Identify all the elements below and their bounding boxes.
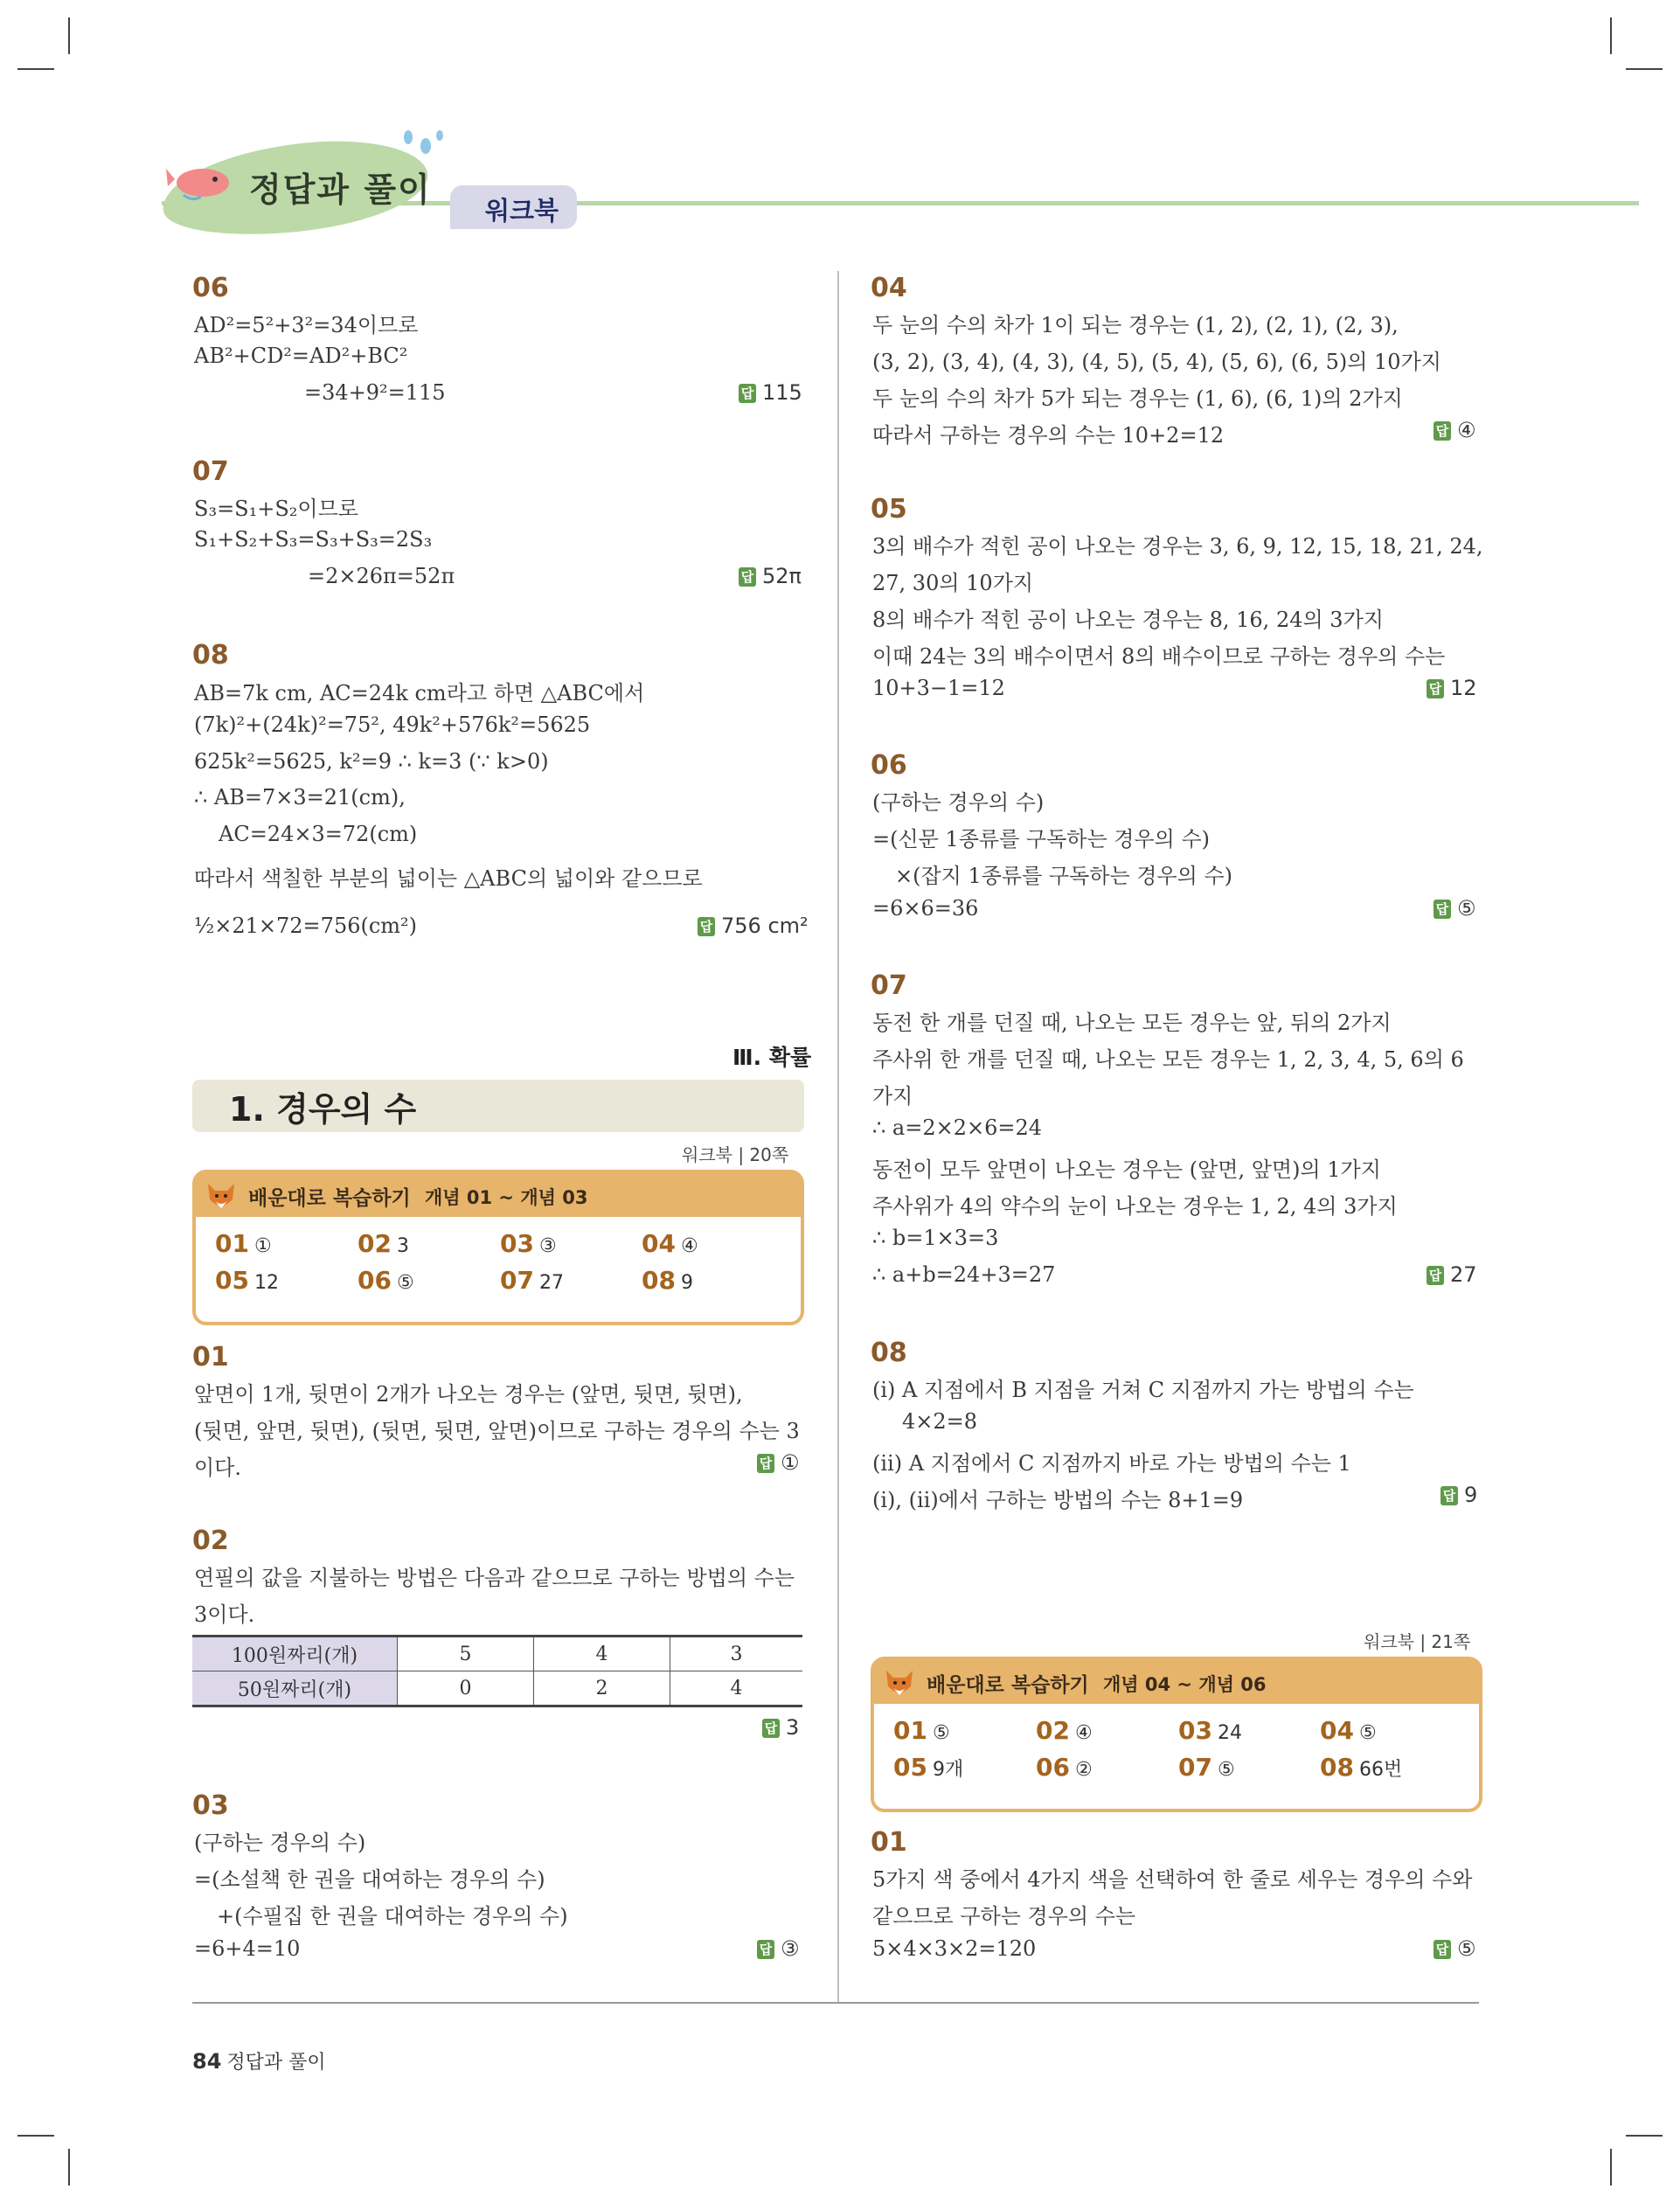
answer-mark-icon: 답	[1427, 1266, 1444, 1285]
answer-box	[1434, 418, 1476, 442]
review-concept-range: 개념 01 ~ 개념 03	[425, 1187, 588, 1208]
answer-value: 115	[762, 380, 802, 405]
solution-line: =6×6=36	[872, 896, 979, 921]
solution-line: =(신문 1종류를 구독하는 경우의 수)	[872, 827, 1211, 851]
review-item: 03 ③	[500, 1229, 557, 1258]
review-item: 07 ⑤	[1178, 1753, 1235, 1782]
solution-line: 10+3−1=12	[872, 676, 1005, 700]
problem-number: 08	[192, 640, 229, 671]
table-row	[192, 1637, 802, 1671]
review-item: 01 ①	[215, 1229, 272, 1258]
solution-line: 같으므로 구하는 경우의 수는	[872, 1904, 1136, 1928]
solution-line: (ⅰ), (ⅱ)에서 구하는 방법의 수는 8+1=9	[872, 1488, 1244, 1512]
solution-line: (3, 2), (3, 4), (4, 3), (4, 5), (5, 4), (5, 6), (6, 5)의 10가지	[872, 350, 1441, 374]
review-item: 02 3	[358, 1229, 409, 1258]
solution-line: (구하는 경우의 수)	[872, 790, 1045, 815]
answer-box	[762, 1715, 799, 1740]
answer-value: ①	[781, 1450, 800, 1475]
solution-line: +(수필집 한 권을 대여하는 경우의 수)	[217, 1904, 568, 1928]
table-row	[192, 1671, 802, 1706]
review-item: 03 24	[1178, 1716, 1242, 1745]
crop-mark	[1626, 68, 1663, 70]
solution-line: =34+9²=115	[304, 380, 446, 405]
solution-line: ∴ b=1×3=3	[872, 1226, 999, 1250]
answer-mark-icon: 답	[757, 1940, 774, 1959]
solution-line: 8의 배수가 적힌 공이 나오는 경우는 8, 16, 24의 3가지	[872, 608, 1384, 632]
table-cell: 3	[670, 1637, 802, 1671]
problem-number: 01	[871, 1827, 907, 1858]
answer-value: 52π	[762, 564, 802, 588]
answer-mark-icon: 답	[1434, 421, 1451, 441]
crop-mark	[1626, 2135, 1663, 2137]
answer-value: 9	[1464, 1483, 1478, 1507]
problem-number: 07	[192, 456, 229, 487]
problem-number: 05	[871, 494, 907, 525]
answer-value: ⑤	[1457, 1936, 1476, 1961]
problem-number: 04	[871, 273, 907, 303]
review-concept-range: 개념 04 ~ 개념 06	[1103, 1674, 1267, 1695]
solution-line: 625k²=5625, k²=9 ∴ k=3 (∵ k>0)	[194, 749, 549, 774]
review-item: 04 ⑤	[1320, 1716, 1377, 1745]
answer-value: 756 cm²	[721, 914, 809, 938]
crop-mark	[17, 68, 54, 70]
answer-mark-icon: 답	[698, 917, 715, 936]
solution-line: ∴ a+b=24+3=27	[872, 1262, 1056, 1287]
review-box	[871, 1657, 1482, 1812]
problem-number: 02	[192, 1525, 229, 1556]
answer-box	[757, 1936, 800, 1961]
crop-mark	[1610, 17, 1612, 54]
solution-line: 3이다.	[194, 1602, 255, 1627]
solution-line: 이때 24는 3의 배수이면서 8의 배수이므로 구하는 경우의 수는	[872, 644, 1446, 669]
answer-mark-icon: 답	[739, 384, 756, 403]
answer-box	[1434, 896, 1476, 921]
solution-line: =2×26π=52π	[308, 564, 455, 588]
page-number: 84	[192, 2049, 222, 2074]
solution-line: 앞면이 1개, 뒷면이 2개가 나오는 경우는 (앞면, 뒷면, 뒷면),	[194, 1382, 743, 1407]
table-header-cell: 100원짜리(개)	[192, 1637, 398, 1671]
solution-line: ½×21×72=756(cm²)	[194, 914, 418, 938]
crop-mark	[17, 2135, 54, 2137]
page-footer	[192, 2047, 326, 2074]
solution-line: 두 눈의 수의 차가 5가 되는 경우는 (1, 6), (6, 1)의 2가지	[872, 386, 1403, 411]
answer-box	[1440, 1483, 1477, 1507]
solution-line: 따라서 색칠한 부분의 넓이는 △ABC의 넓이와 같으므로	[194, 866, 703, 891]
crop-mark	[68, 2149, 70, 2186]
solution-line: =(소설책 한 권을 대여하는 경우의 수)	[194, 1867, 545, 1892]
answer-mark-icon: 답	[1434, 900, 1451, 919]
answer-mark-icon: 답	[1427, 679, 1444, 698]
answer-box	[1427, 676, 1477, 700]
problem-number: 06	[871, 750, 907, 781]
solution-line: 5×4×3×2=120	[872, 1936, 1037, 1961]
problem-number: 01	[192, 1342, 229, 1373]
crop-mark	[1610, 2149, 1612, 2186]
answer-value: 3	[786, 1715, 800, 1740]
answer-value: 27	[1450, 1262, 1477, 1287]
solution-line: 27, 30의 10가지	[872, 571, 1034, 595]
review-title: 배운대로 복습하기	[248, 1187, 411, 1210]
page-header-title: 정답과 풀이	[249, 170, 432, 209]
solution-line: =6+4=10	[194, 1936, 301, 1961]
page-reference: 워크북 | 20쪽	[682, 1144, 789, 1165]
solution-line: AD²=5²+3²=34이므로	[194, 313, 419, 337]
table-cell: 5	[398, 1637, 534, 1671]
answer-value: ④	[1457, 418, 1476, 442]
solution-line: (ⅰ) A 지점에서 B 지점을 거쳐 C 지점까지 가는 방법의 수는	[872, 1378, 1414, 1402]
payment-table	[192, 1635, 802, 1707]
review-item: 06 ⑤	[358, 1266, 414, 1295]
problem-number: 07	[871, 970, 907, 1001]
fox-icon	[203, 1177, 240, 1213]
solution-line: (구하는 경우의 수)	[194, 1831, 366, 1855]
answer-box	[757, 1450, 800, 1475]
solution-line: 두 눈의 수의 차가 1이 되는 경우는 (1, 2), (2, 1), (2, 3),	[872, 313, 1399, 337]
crop-mark	[68, 17, 70, 54]
review-item: 08 66번	[1320, 1753, 1403, 1782]
solution-line: AC=24×3=72(cm)	[219, 822, 418, 846]
problem-number: 08	[871, 1338, 907, 1368]
solution-line: S₁+S₂+S₃=S₃+S₃=2S₃	[194, 527, 433, 552]
page-reference: 워크북 | 21쪽	[1364, 1631, 1471, 1652]
solution-line: (ⅱ) A 지점에서 C 지점까지 바로 가는 방법의 수는 1	[872, 1451, 1351, 1476]
solution-line: ∴ a=2×2×6=24	[872, 1115, 1042, 1140]
answer-mark-icon: 답	[739, 567, 756, 587]
answer-mark-icon: 답	[1440, 1486, 1458, 1505]
solution-line: 5가지 색 중에서 4가지 색을 선택하여 한 줄로 세우는 경우의 수와	[872, 1867, 1473, 1892]
answer-box	[739, 380, 802, 405]
footer-label: 정답과 풀이	[226, 2052, 326, 2074]
review-title: 배운대로 복습하기	[927, 1674, 1089, 1697]
table-cell: 4	[670, 1671, 802, 1706]
column-divider	[837, 271, 839, 2002]
solution-line: 동전 한 개를 던질 때, 나오는 모든 경우는 앞, 뒤의 2가지	[872, 1011, 1392, 1035]
solution-line: ∴ AB=7×3=21(cm),	[194, 785, 406, 810]
solution-line: 이다.	[194, 1456, 241, 1480]
table-cell: 2	[534, 1671, 670, 1706]
chapter-label: Ⅲ. 확률	[732, 1045, 812, 1070]
answer-box	[1434, 1936, 1476, 1961]
solution-line: 4×2=8	[902, 1409, 978, 1434]
solution-line: 동전이 모두 앞면이 나오는 경우는 (앞면, 앞면)의 1가지	[872, 1157, 1381, 1182]
section-title: 1. 경우의 수	[229, 1090, 417, 1129]
table-cell: 4	[534, 1637, 670, 1671]
solution-line: (7k)²+(24k)²=75², 49k²+576k²=5625	[194, 712, 591, 737]
table-cell: 0	[398, 1671, 534, 1706]
solution-line: 따라서 구하는 경우의 수는 10+2=12	[872, 423, 1225, 448]
answer-value: 12	[1450, 676, 1477, 700]
review-box	[192, 1170, 804, 1325]
problem-number: 03	[192, 1790, 229, 1821]
solution-line: S₃=S₁+S₂이므로	[194, 497, 358, 521]
solution-line: 주사위 한 개를 던질 때, 나오는 모든 경우는 1, 2, 3, 4, 5, 6의 6	[872, 1047, 1464, 1072]
review-item: 08 9	[642, 1266, 693, 1295]
answer-box	[698, 914, 809, 938]
workbook-tab-label: 워크북	[485, 196, 559, 226]
problem-number: 06	[192, 273, 229, 303]
answer-value: ③	[781, 1936, 800, 1961]
review-item: 06 ②	[1036, 1753, 1093, 1782]
solution-line: (뒷면, 앞면, 뒷면), (뒷면, 뒷면, 앞면)이므로 구하는 경우의 수는 3	[194, 1419, 800, 1443]
table-header-cell: 50원짜리(개)	[192, 1671, 398, 1706]
solution-line: 연필의 값을 지불하는 방법은 다음과 같으므로 구하는 방법의 수는	[194, 1566, 795, 1590]
whale-icon	[166, 160, 236, 202]
review-item: 01 ⑤	[893, 1716, 950, 1745]
answer-box	[739, 564, 802, 588]
answer-mark-icon: 답	[1434, 1940, 1451, 1959]
solution-line: AB²+CD²=AD²+BC²	[194, 344, 408, 368]
solution-line: 주사위가 4의 약수의 눈이 나오는 경우는 1, 2, 4의 3가지	[872, 1194, 1398, 1219]
solution-line: AB=7k cm, AC=24k cm라고 하면 △ABC에서	[194, 681, 645, 705]
answer-mark-icon: 답	[757, 1454, 774, 1473]
review-item: 05 9개	[893, 1753, 964, 1782]
solution-line: 가지	[872, 1084, 913, 1108]
review-item: 05 12	[215, 1266, 279, 1295]
fox-icon	[881, 1664, 918, 1700]
answer-value: ⑤	[1457, 896, 1476, 921]
solution-line: ×(잡지 1종류를 구독하는 경우의 수)	[895, 864, 1233, 888]
solution-line: 3의 배수가 적힌 공이 나오는 경우는 3, 6, 9, 12, 15, 18, 21, 24,	[872, 534, 1483, 559]
footer-rule	[192, 2002, 1479, 2004]
answer-mark-icon: 답	[762, 1719, 780, 1738]
review-item: 02 ④	[1036, 1716, 1093, 1745]
review-item: 07 27	[500, 1266, 564, 1295]
answer-box	[1427, 1262, 1477, 1287]
review-item: 04 ④	[642, 1229, 698, 1258]
